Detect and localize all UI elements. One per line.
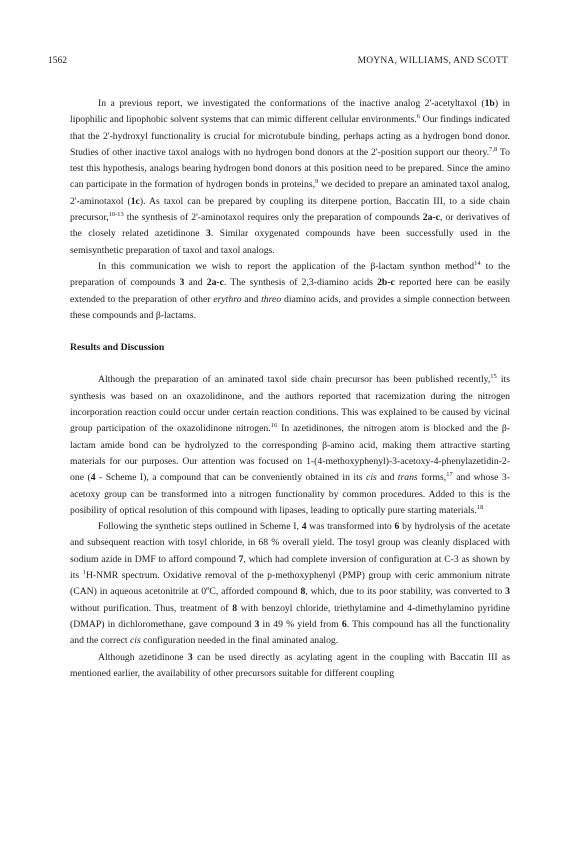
paragraph-3: Although the preparation of an aminated taxol side chain precursor has been published recently,$^{15}$ its synthesis was based on an oxazolidinone, and the authors reported that racemization during the nitrogen incorporation reaction could occur under certain reaction conditions. This was explained to be caused by vicinal group participation of the oxazolidinone nitrogen.$^{16}$ In azetidinones, the nitrogen atom is blocked and the β-lactam amide bond can be hydrolyzed to the corresponding β-amino acid, making them attractive starting materials for our purposes. Our attention was focused on 1-(4-methoxyphenyl)-3-acetoxy-4-phenylazetidin-2-one (4 - Scheme I), a compound that can be conveniently obtained in its cis and trans forms,$^{17}$ and whose 3-acetoxy group can be transformed into a nitrogen functionality by common procedures. Added to this is the posibility of optical resolution of this compound with lipases, leading to optically pure starting materials.$^{18}$ (70, 373, 510, 516)
paragraph-4: Following the synthetic steps outlined in Scheme I, 4 was transformed into 6 by hydrolysis of the acetate and subsequent reaction with tosyl chloride, in 68 % overall yield. The tosyl group was cleanly displaced with sodium azide in DMF to afford compound 7, which had complete inversion of configuration at C-3 as shown by its $^1$H-NMR spectrum. Oxidative removal of the p-methoxyphenyl (PMP) group with ceric ammonium nitrate (CAN) in aqueous acetonitrile at 0$^o$C, afforded compound 8, which, due to its poor stability, was converted to 3 without purification. Thus, treatment of 8 with benzoyl chloride, triethylamine and 4-dimethylamino pyridine (DMAP) in dichloromethane, gave compound 3 in 49 % yield from 6. This compound has all the functionality and the correct cis configuration needed in the final aminated analog. (70, 521, 511, 647)
section-heading: Results and Discussion (70, 342, 165, 354)
running-head: MOYNA, WILLIAMS, AND SCOTT (357, 56, 508, 66)
article-body (70, 96, 510, 682)
paragraph-5: Although azetidinone 3 can be used directly as acylating agent in the coupling with Baccatin III as mentioned earlier, the availability of other precursors suitable for different coupling (70, 651, 511, 679)
paragraph-2: In this communication we wish to report the application of the β-lactam synthon method$^{14}$ to the preparation of compounds 3 and 2a-c. The synthesis of 2,3-diamino acids 2b-c reported here can be easily extended to the preparation of other erythro and threo diamino acids, and provides a simple connection between these compounds and β-lactams. (70, 259, 510, 321)
paragraph-1: In a previous report, we investigated the conformations of the inactive analog 2'-acetyltaxol (1b) in lipophilic and lipophobic solvent systems that can mimic different cellular environments.$^6$ Our findings indicated that the 2'-hydroxyl functionality is crucial for microtubule binding, perhaps acting as a hydrogen bond donor. Studies of other inactive taxol analogs with no hydrogen bond donors at the 2'-position support our theory.$^{7,8}$ To test this hypothesis, analogs bearing hydrogen bond donors at this position need to be prepared. Since the amino can participate in the formation of hydrogen bonds in proteins,$^9$ we decided to prepare an aminated taxol analog, 2'-aminotaxol (1c). As taxol can be prepared by coupling its diterpene portion, Baccatin III, to a side chain precursor,$^{10-13}$ the synthesis of 2'-aminotaxol requires only the preparation of compounds 2a-c, or derivatives of the closely related azetidinone 3. Similar oxygenated compounds have been successfully used in the semisynthetic preparation of taxol and taxol analogs. (70, 98, 510, 256)
page-number: 1562 (48, 56, 67, 66)
